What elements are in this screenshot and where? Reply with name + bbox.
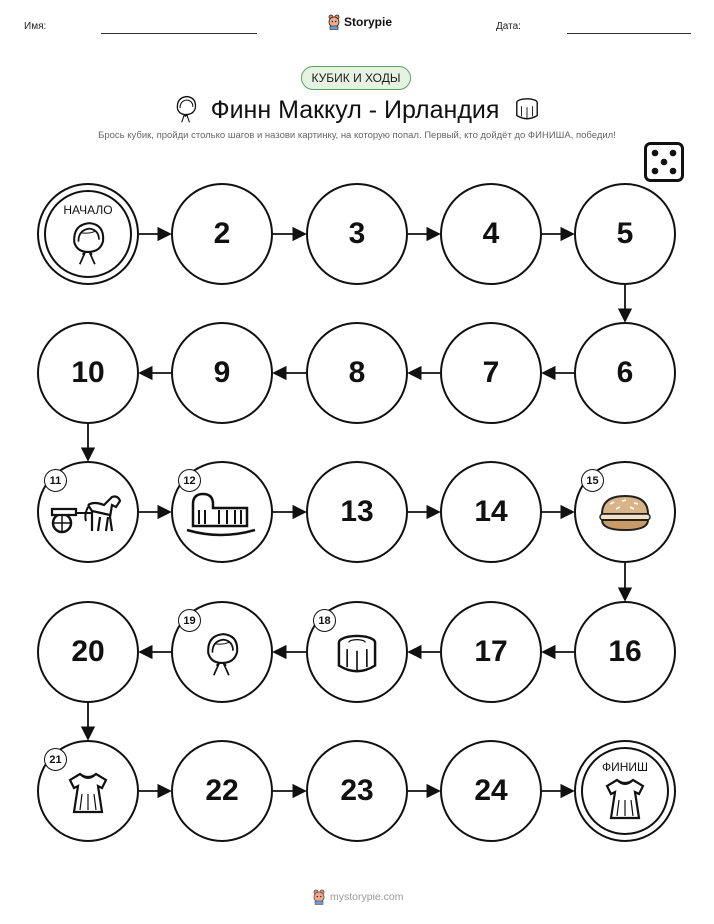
footer-url: mystorypie.com xyxy=(330,891,404,903)
board-cell-2 xyxy=(171,183,273,285)
board-cell-20 xyxy=(37,601,139,703)
board-cell-9 xyxy=(171,322,273,424)
cell-number: 22 xyxy=(205,774,239,807)
stump-icon xyxy=(332,631,382,682)
cell-number: 10 xyxy=(71,356,105,389)
board-cell-21 xyxy=(37,740,139,842)
cell-number: 24 xyxy=(474,774,508,807)
board-cell-3 xyxy=(306,183,408,285)
cell-number: 4 xyxy=(482,217,500,250)
cell-number: 7 xyxy=(482,356,500,389)
cell-number: 21 xyxy=(44,748,67,771)
board-cell-5 xyxy=(574,183,676,285)
board-cell-14 xyxy=(440,461,542,563)
dress-icon xyxy=(576,776,674,822)
dress-icon xyxy=(66,770,110,821)
horse-cart-icon xyxy=(48,491,128,542)
cell-number: 2 xyxy=(213,217,231,250)
board-cell-15 xyxy=(574,461,676,563)
board-cell-10 xyxy=(37,322,139,424)
instructions: Брось кубик, пройди столько шагов и назови картинку, на которую попал. Первый, кто дойдёт до ФИНИША, победил! xyxy=(98,130,616,141)
cell-number: 3 xyxy=(348,217,366,250)
board-cell-11 xyxy=(37,461,139,563)
brand-name: Storypie xyxy=(344,15,393,29)
cell-number: 17 xyxy=(474,635,508,668)
bonnet-icon xyxy=(39,219,137,267)
board-cell-8 xyxy=(306,322,408,424)
cell-number: 18 xyxy=(313,609,336,632)
board-cell-4 xyxy=(440,183,542,285)
board-cell-12 xyxy=(171,461,273,563)
board-cell-24 xyxy=(440,740,542,842)
cell-number: 23 xyxy=(340,774,374,807)
start-label: НАЧАЛО xyxy=(63,203,113,217)
storypie-logo-icon xyxy=(312,889,326,905)
cell-number: 11 xyxy=(44,469,67,492)
cell-number: 20 xyxy=(71,635,105,668)
cell-number: 9 xyxy=(213,356,231,389)
board-cell-18 xyxy=(306,601,408,703)
bread-loaf-icon xyxy=(596,492,654,541)
title-text: Финн Маккул - Ирландия xyxy=(210,96,500,124)
board-cell-19 xyxy=(171,601,273,703)
cell-number: 8 xyxy=(348,356,366,389)
cell-number: 19 xyxy=(178,609,201,632)
game-type-badge: КУБИК И ХОДЫ xyxy=(301,66,411,90)
cell-number: 5 xyxy=(616,217,634,250)
cell-number: 6 xyxy=(616,356,634,389)
board-cell-22 xyxy=(171,740,273,842)
name-label: Имя: xyxy=(24,21,47,32)
cell-number: 15 xyxy=(581,469,604,492)
date-label: Дата: xyxy=(496,21,521,32)
start-cell xyxy=(37,183,139,285)
finish-cell xyxy=(574,740,676,842)
cell-number: 16 xyxy=(608,635,642,668)
cradle-icon xyxy=(185,490,259,543)
footer xyxy=(312,889,404,905)
board-cell-16 xyxy=(574,601,676,703)
cell-number: 12 xyxy=(178,469,201,492)
cell-number: 14 xyxy=(474,495,508,528)
cell-number: 13 xyxy=(340,495,374,528)
board-cell-13 xyxy=(306,461,408,563)
bonnet-icon xyxy=(201,630,243,683)
board-cell-7 xyxy=(440,322,542,424)
board-cell-6 xyxy=(574,322,676,424)
board-cell-17 xyxy=(440,601,542,703)
board-cell-23 xyxy=(306,740,408,842)
finish-label: ФИНИШ xyxy=(601,760,649,774)
